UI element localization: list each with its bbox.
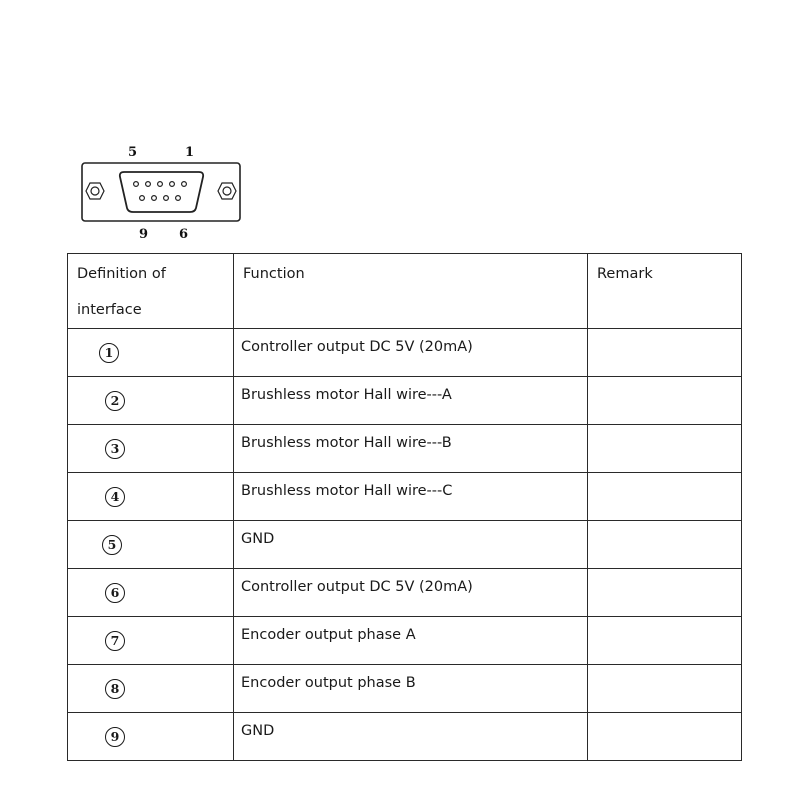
function-text: Controller output DC 5V (20mA) (241, 339, 473, 355)
function-cell (234, 521, 588, 569)
header-definition: Definition of interface (77, 266, 166, 318)
remark-cell (588, 425, 742, 473)
remark-cell (588, 521, 742, 569)
table-row (68, 569, 742, 617)
function-cell (234, 425, 588, 473)
pin-number-cell (68, 521, 234, 569)
header-function-cell (234, 254, 588, 329)
circled-pin-number: 6 (105, 583, 125, 603)
circled-pin-number: 7 (105, 631, 125, 651)
remark-cell (588, 713, 742, 761)
function-text: GND (241, 723, 275, 739)
remark-text (588, 425, 741, 432)
remark-text (588, 521, 741, 528)
remark-text (588, 617, 741, 624)
remark-cell (588, 569, 742, 617)
table-row (68, 425, 742, 473)
table-row (68, 329, 742, 377)
circled-pin-number: 4 (105, 487, 125, 507)
function-cell (234, 617, 588, 665)
pin-number-cell (68, 377, 234, 425)
function-text: Brushless motor Hall wire---B (241, 435, 452, 451)
pin-label-1: 1 (185, 145, 195, 160)
function-text: Controller output DC 5V (20mA) (241, 579, 473, 595)
db9-connector-diagram (78, 140, 248, 242)
circled-pin-number: 3 (105, 439, 125, 459)
table-row (68, 617, 742, 665)
function-text: Encoder output phase A (241, 627, 416, 643)
remark-text (588, 713, 741, 720)
header-remark: Remark (597, 266, 653, 282)
table-header-row (68, 254, 742, 329)
remark-cell (588, 665, 742, 713)
remark-cell (588, 473, 742, 521)
remark-text (588, 329, 741, 336)
header-remark-cell (588, 254, 742, 329)
header-function: Function (243, 266, 305, 282)
function-cell (234, 473, 588, 521)
pin-definition-table (67, 253, 742, 761)
pin-number-cell (68, 569, 234, 617)
function-cell (234, 713, 588, 761)
function-text: Brushless motor Hall wire---A (241, 387, 452, 403)
pin-number-cell (68, 329, 234, 377)
table-row (68, 473, 742, 521)
function-cell (234, 569, 588, 617)
remark-text (588, 569, 741, 576)
pin-number-cell (68, 425, 234, 473)
header-definition-cell (68, 254, 234, 329)
circled-pin-number: 8 (105, 679, 125, 699)
pin-label-9: 9 (139, 227, 149, 242)
remark-cell (588, 329, 742, 377)
function-text: GND (241, 531, 275, 547)
pin-label-5: 5 (128, 145, 138, 160)
circled-pin-number: 1 (99, 343, 119, 363)
remark-text (588, 665, 741, 672)
pin-number-cell (68, 713, 234, 761)
circled-pin-number: 2 (105, 391, 125, 411)
table-row (68, 377, 742, 425)
db9-connector-icon (78, 160, 244, 224)
table-row (68, 521, 742, 569)
function-cell (234, 377, 588, 425)
circled-pin-number: 5 (102, 535, 122, 555)
remark-cell (588, 377, 742, 425)
remark-text (588, 377, 741, 384)
table-row (68, 665, 742, 713)
pin-label-6: 6 (179, 227, 189, 242)
pin-number-cell (68, 473, 234, 521)
pin-number-cell (68, 665, 234, 713)
function-cell (234, 665, 588, 713)
remark-text (588, 473, 741, 480)
remark-cell (588, 617, 742, 665)
function-text: Brushless motor Hall wire---C (241, 483, 453, 499)
table-row (68, 713, 742, 761)
pin-number-cell (68, 617, 234, 665)
function-cell (234, 329, 588, 377)
function-text: Encoder output phase B (241, 675, 416, 691)
circled-pin-number: 9 (105, 727, 125, 747)
